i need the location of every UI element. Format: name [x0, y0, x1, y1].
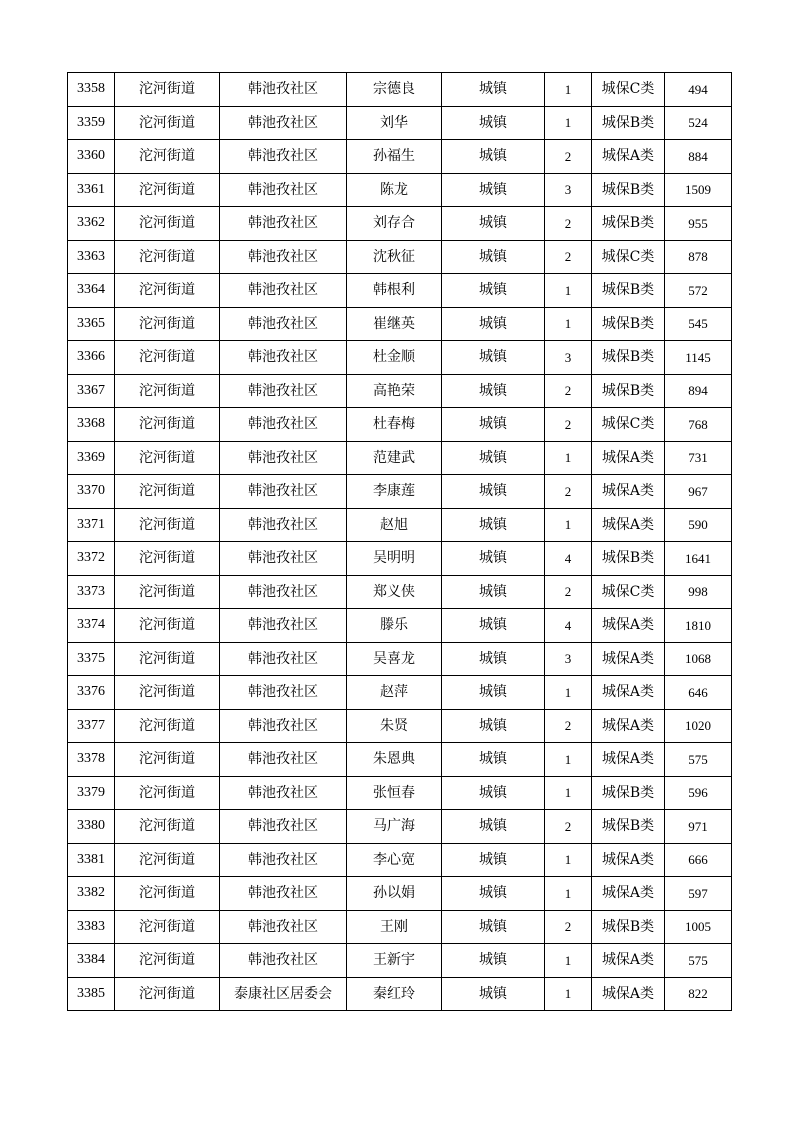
- household-count-cell: 1: [545, 73, 592, 107]
- area-type-cell: 城镇: [442, 508, 545, 542]
- household-count-cell: 2: [545, 575, 592, 609]
- household-count-cell: 1: [545, 307, 592, 341]
- table-row: [68, 977, 732, 1011]
- table-row: [68, 944, 732, 978]
- name-cell: 高艳荣: [347, 374, 442, 408]
- community-cell: 韩池孜社区: [220, 307, 347, 341]
- household-count-cell: 1: [545, 743, 592, 777]
- name-cell: 郑义侠: [347, 575, 442, 609]
- community-cell: 韩池孜社区: [220, 441, 347, 475]
- street-cell: 沱河街道: [115, 341, 220, 375]
- insurance-category-cell: 城保C类: [592, 408, 665, 442]
- street-cell: 沱河街道: [115, 408, 220, 442]
- name-cell: 孙以娟: [347, 877, 442, 911]
- community-cell: 韩池孜社区: [220, 140, 347, 174]
- table-row: [68, 341, 732, 375]
- amount-cell: 1145: [665, 341, 732, 375]
- household-count-cell: 2: [545, 408, 592, 442]
- community-cell: 韩池孜社区: [220, 843, 347, 877]
- amount-cell: 572: [665, 274, 732, 308]
- insurance-category-cell: 城保C类: [592, 73, 665, 107]
- table-row: [68, 274, 732, 308]
- table-row: [68, 776, 732, 810]
- amount-cell: 494: [665, 73, 732, 107]
- street-cell: 沱河街道: [115, 508, 220, 542]
- street-cell: 沱河街道: [115, 676, 220, 710]
- insurance-category-cell: 城保B类: [592, 341, 665, 375]
- insurance-category-cell: 城保B类: [592, 307, 665, 341]
- area-type-cell: 城镇: [442, 743, 545, 777]
- community-cell: 韩池孜社区: [220, 475, 347, 509]
- household-count-cell: 3: [545, 173, 592, 207]
- name-cell: 宗德良: [347, 73, 442, 107]
- area-type-cell: 城镇: [442, 73, 545, 107]
- community-cell: 泰康社区居委会: [220, 977, 347, 1011]
- amount-cell: 597: [665, 877, 732, 911]
- community-cell: 韩池孜社区: [220, 810, 347, 844]
- insurance-category-cell: 城保A类: [592, 944, 665, 978]
- street-cell: 沱河街道: [115, 307, 220, 341]
- street-cell: 沱河街道: [115, 106, 220, 140]
- household-count-cell: 2: [545, 709, 592, 743]
- household-count-cell: 2: [545, 810, 592, 844]
- amount-cell: 1020: [665, 709, 732, 743]
- record-id-cell: 3366: [68, 341, 115, 375]
- area-type-cell: 城镇: [442, 676, 545, 710]
- community-cell: 韩池孜社区: [220, 341, 347, 375]
- community-cell: 韩池孜社区: [220, 240, 347, 274]
- household-count-cell: 2: [545, 140, 592, 174]
- amount-cell: 998: [665, 575, 732, 609]
- household-count-cell: 1: [545, 944, 592, 978]
- insurance-category-cell: 城保A类: [592, 743, 665, 777]
- table-body: [68, 73, 732, 1011]
- household-count-cell: 4: [545, 609, 592, 643]
- name-cell: 崔继英: [347, 307, 442, 341]
- insurance-category-cell: 城保A类: [592, 609, 665, 643]
- area-type-cell: 城镇: [442, 341, 545, 375]
- name-cell: 王新宇: [347, 944, 442, 978]
- amount-cell: 1509: [665, 173, 732, 207]
- street-cell: 沱河街道: [115, 542, 220, 576]
- street-cell: 沱河街道: [115, 575, 220, 609]
- community-cell: 韩池孜社区: [220, 609, 347, 643]
- area-type-cell: 城镇: [442, 173, 545, 207]
- record-id-cell: 3385: [68, 977, 115, 1011]
- street-cell: 沱河街道: [115, 977, 220, 1011]
- insurance-category-cell: 城保B类: [592, 374, 665, 408]
- community-cell: 韩池孜社区: [220, 743, 347, 777]
- community-cell: 韩池孜社区: [220, 944, 347, 978]
- table-row: [68, 810, 732, 844]
- record-id-cell: 3373: [68, 575, 115, 609]
- household-count-cell: 1: [545, 843, 592, 877]
- amount-cell: 575: [665, 743, 732, 777]
- record-id-cell: 3384: [68, 944, 115, 978]
- record-id-cell: 3378: [68, 743, 115, 777]
- area-type-cell: 城镇: [442, 441, 545, 475]
- area-type-cell: 城镇: [442, 609, 545, 643]
- community-cell: 韩池孜社区: [220, 408, 347, 442]
- household-count-cell: 4: [545, 542, 592, 576]
- area-type-cell: 城镇: [442, 240, 545, 274]
- community-cell: 韩池孜社区: [220, 776, 347, 810]
- household-count-cell: 1: [545, 508, 592, 542]
- street-cell: 沱河街道: [115, 609, 220, 643]
- area-type-cell: 城镇: [442, 542, 545, 576]
- insurance-category-cell: 城保A类: [592, 709, 665, 743]
- household-count-cell: 1: [545, 877, 592, 911]
- area-type-cell: 城镇: [442, 877, 545, 911]
- record-id-cell: 3382: [68, 877, 115, 911]
- name-cell: 李康莲: [347, 475, 442, 509]
- table-row: [68, 508, 732, 542]
- street-cell: 沱河街道: [115, 709, 220, 743]
- household-count-cell: 3: [545, 642, 592, 676]
- community-cell: 韩池孜社区: [220, 575, 347, 609]
- table-row: [68, 441, 732, 475]
- area-type-cell: 城镇: [442, 307, 545, 341]
- table-row: [68, 542, 732, 576]
- area-type-cell: 城镇: [442, 408, 545, 442]
- area-type-cell: 城镇: [442, 843, 545, 877]
- amount-cell: 967: [665, 475, 732, 509]
- community-cell: 韩池孜社区: [220, 676, 347, 710]
- area-type-cell: 城镇: [442, 944, 545, 978]
- street-cell: 沱河街道: [115, 140, 220, 174]
- record-id-cell: 3362: [68, 207, 115, 241]
- amount-cell: 590: [665, 508, 732, 542]
- community-cell: 韩池孜社区: [220, 374, 347, 408]
- table-row: [68, 709, 732, 743]
- name-cell: 张恒春: [347, 776, 442, 810]
- street-cell: 沱河街道: [115, 73, 220, 107]
- name-cell: 韩根利: [347, 274, 442, 308]
- name-cell: 吴喜龙: [347, 642, 442, 676]
- street-cell: 沱河街道: [115, 274, 220, 308]
- insurance-category-cell: 城保A类: [592, 843, 665, 877]
- table-row: [68, 575, 732, 609]
- name-cell: 朱恩典: [347, 743, 442, 777]
- name-cell: 孙福生: [347, 140, 442, 174]
- table-row: [68, 642, 732, 676]
- insurance-category-cell: 城保C类: [592, 240, 665, 274]
- name-cell: 范建武: [347, 441, 442, 475]
- community-cell: 韩池孜社区: [220, 642, 347, 676]
- record-id-cell: 3379: [68, 776, 115, 810]
- household-count-cell: 1: [545, 106, 592, 140]
- household-count-cell: 1: [545, 274, 592, 308]
- community-cell: 韩池孜社区: [220, 877, 347, 911]
- amount-cell: 884: [665, 140, 732, 174]
- record-id-cell: 3360: [68, 140, 115, 174]
- street-cell: 沱河街道: [115, 642, 220, 676]
- insurance-category-cell: 城保B类: [592, 274, 665, 308]
- name-cell: 朱贤: [347, 709, 442, 743]
- record-id-cell: 3367: [68, 374, 115, 408]
- record-id-cell: 3368: [68, 408, 115, 442]
- table-row: [68, 106, 732, 140]
- community-cell: 韩池孜社区: [220, 207, 347, 241]
- amount-cell: 731: [665, 441, 732, 475]
- table-row: [68, 910, 732, 944]
- community-cell: 韩池孜社区: [220, 709, 347, 743]
- street-cell: 沱河街道: [115, 743, 220, 777]
- insurance-category-cell: 城保A类: [592, 441, 665, 475]
- area-type-cell: 城镇: [442, 575, 545, 609]
- insurance-category-cell: 城保A类: [592, 475, 665, 509]
- household-count-cell: 2: [545, 374, 592, 408]
- insurance-category-cell: 城保A类: [592, 140, 665, 174]
- table-row: [68, 307, 732, 341]
- record-id-cell: 3364: [68, 274, 115, 308]
- household-count-cell: 3: [545, 341, 592, 375]
- name-cell: 赵萍: [347, 676, 442, 710]
- amount-cell: 1641: [665, 542, 732, 576]
- street-cell: 沱河街道: [115, 173, 220, 207]
- insurance-category-cell: 城保B类: [592, 106, 665, 140]
- record-id-cell: 3383: [68, 910, 115, 944]
- record-id-cell: 3365: [68, 307, 115, 341]
- street-cell: 沱河街道: [115, 877, 220, 911]
- street-cell: 沱河街道: [115, 475, 220, 509]
- amount-cell: 878: [665, 240, 732, 274]
- street-cell: 沱河街道: [115, 441, 220, 475]
- insurance-category-cell: 城保A类: [592, 877, 665, 911]
- area-type-cell: 城镇: [442, 910, 545, 944]
- amount-cell: 1810: [665, 609, 732, 643]
- record-id-cell: 3359: [68, 106, 115, 140]
- area-type-cell: 城镇: [442, 274, 545, 308]
- record-id-cell: 3381: [68, 843, 115, 877]
- name-cell: 沈秋征: [347, 240, 442, 274]
- street-cell: 沱河街道: [115, 240, 220, 274]
- record-id-cell: 3358: [68, 73, 115, 107]
- insurance-category-cell: 城保B类: [592, 173, 665, 207]
- street-cell: 沱河街道: [115, 910, 220, 944]
- name-cell: 滕乐: [347, 609, 442, 643]
- insurance-category-cell: 城保B类: [592, 776, 665, 810]
- record-id-cell: 3377: [68, 709, 115, 743]
- table-row: [68, 475, 732, 509]
- community-cell: 韩池孜社区: [220, 274, 347, 308]
- household-count-cell: 1: [545, 776, 592, 810]
- community-cell: 韩池孜社区: [220, 106, 347, 140]
- insurance-category-cell: 城保A类: [592, 676, 665, 710]
- household-count-cell: 1: [545, 441, 592, 475]
- name-cell: 李心宽: [347, 843, 442, 877]
- area-type-cell: 城镇: [442, 475, 545, 509]
- record-id-cell: 3375: [68, 642, 115, 676]
- table-row: [68, 240, 732, 274]
- table-row: [68, 609, 732, 643]
- insurance-category-cell: 城保B类: [592, 810, 665, 844]
- amount-cell: 822: [665, 977, 732, 1011]
- table-row: [68, 408, 732, 442]
- table-row: [68, 676, 732, 710]
- table-row: [68, 743, 732, 777]
- community-cell: 韩池孜社区: [220, 508, 347, 542]
- name-cell: 吴明明: [347, 542, 442, 576]
- amount-cell: 545: [665, 307, 732, 341]
- household-count-cell: 1: [545, 977, 592, 1011]
- community-cell: 韩池孜社区: [220, 542, 347, 576]
- street-cell: 沱河街道: [115, 776, 220, 810]
- amount-cell: 768: [665, 408, 732, 442]
- insurance-category-cell: 城保B类: [592, 207, 665, 241]
- insurance-category-cell: 城保C类: [592, 575, 665, 609]
- street-cell: 沱河街道: [115, 944, 220, 978]
- insurance-category-cell: 城保A类: [592, 642, 665, 676]
- record-id-cell: 3380: [68, 810, 115, 844]
- household-count-cell: 2: [545, 240, 592, 274]
- record-id-cell: 3369: [68, 441, 115, 475]
- record-id-cell: 3374: [68, 609, 115, 643]
- record-id-cell: 3363: [68, 240, 115, 274]
- area-type-cell: 城镇: [442, 140, 545, 174]
- table-row: [68, 374, 732, 408]
- amount-cell: 596: [665, 776, 732, 810]
- household-count-cell: 2: [545, 475, 592, 509]
- street-cell: 沱河街道: [115, 374, 220, 408]
- amount-cell: 971: [665, 810, 732, 844]
- area-type-cell: 城镇: [442, 810, 545, 844]
- area-type-cell: 城镇: [442, 374, 545, 408]
- data-table: [67, 72, 732, 1011]
- amount-cell: 1005: [665, 910, 732, 944]
- area-type-cell: 城镇: [442, 207, 545, 241]
- amount-cell: 646: [665, 676, 732, 710]
- table-row: [68, 843, 732, 877]
- street-cell: 沱河街道: [115, 843, 220, 877]
- record-id-cell: 3371: [68, 508, 115, 542]
- area-type-cell: 城镇: [442, 776, 545, 810]
- household-count-cell: 1: [545, 676, 592, 710]
- insurance-category-cell: 城保A类: [592, 508, 665, 542]
- street-cell: 沱河街道: [115, 810, 220, 844]
- amount-cell: 575: [665, 944, 732, 978]
- area-type-cell: 城镇: [442, 709, 545, 743]
- community-cell: 韩池孜社区: [220, 173, 347, 207]
- community-cell: 韩池孜社区: [220, 910, 347, 944]
- area-type-cell: 城镇: [442, 106, 545, 140]
- amount-cell: 955: [665, 207, 732, 241]
- amount-cell: 1068: [665, 642, 732, 676]
- table-row: [68, 73, 732, 107]
- street-cell: 沱河街道: [115, 207, 220, 241]
- record-id-cell: 3372: [68, 542, 115, 576]
- record-id-cell: 3376: [68, 676, 115, 710]
- area-type-cell: 城镇: [442, 642, 545, 676]
- amount-cell: 524: [665, 106, 732, 140]
- community-cell: 韩池孜社区: [220, 73, 347, 107]
- name-cell: 刘存合: [347, 207, 442, 241]
- household-count-cell: 2: [545, 910, 592, 944]
- insurance-category-cell: 城保B类: [592, 910, 665, 944]
- area-type-cell: 城镇: [442, 977, 545, 1011]
- record-id-cell: 3370: [68, 475, 115, 509]
- table-row: [68, 877, 732, 911]
- name-cell: 杜春梅: [347, 408, 442, 442]
- insurance-category-cell: 城保A类: [592, 977, 665, 1011]
- name-cell: 秦红玲: [347, 977, 442, 1011]
- name-cell: 王刚: [347, 910, 442, 944]
- name-cell: 赵旭: [347, 508, 442, 542]
- amount-cell: 666: [665, 843, 732, 877]
- record-id-cell: 3361: [68, 173, 115, 207]
- name-cell: 刘华: [347, 106, 442, 140]
- table-row: [68, 207, 732, 241]
- insurance-category-cell: 城保B类: [592, 542, 665, 576]
- name-cell: 陈龙: [347, 173, 442, 207]
- table-row: [68, 173, 732, 207]
- household-count-cell: 2: [545, 207, 592, 241]
- table-row: [68, 140, 732, 174]
- amount-cell: 894: [665, 374, 732, 408]
- name-cell: 马广海: [347, 810, 442, 844]
- name-cell: 杜金顺: [347, 341, 442, 375]
